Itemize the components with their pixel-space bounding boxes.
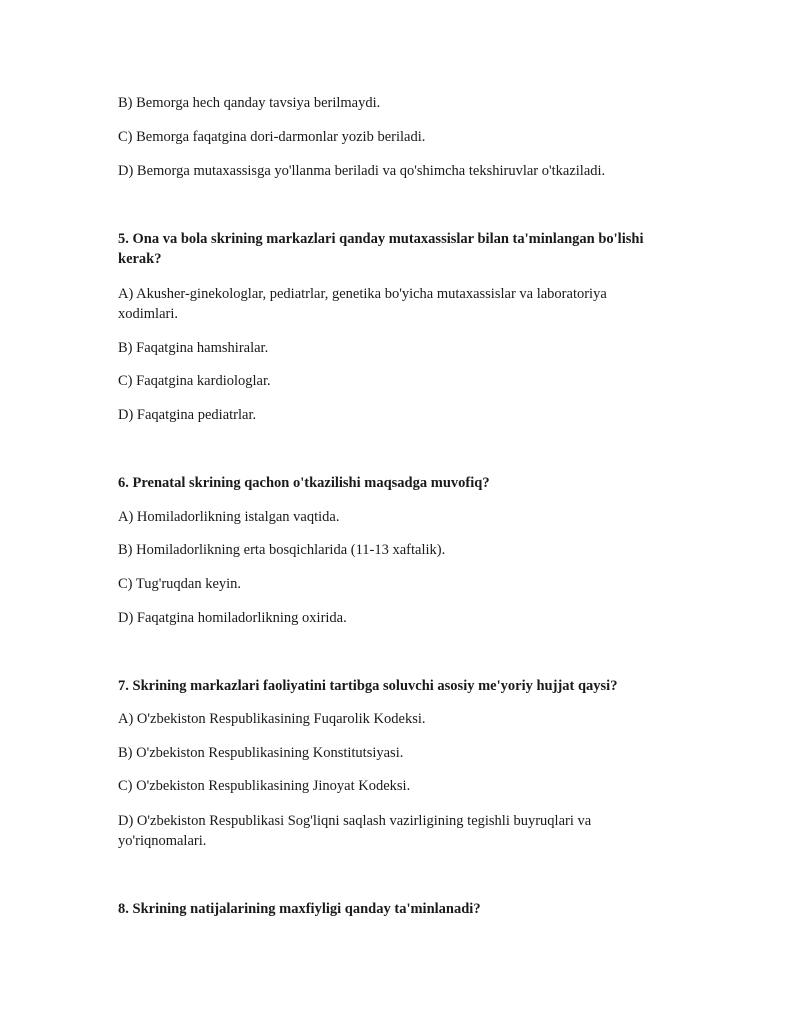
q4-option-d: D) Bemorga mutaxassisga yo'llanma beriladi va qo'shimcha tekshiruvlar o'tkaziladi.	[118, 163, 606, 179]
q7-option-a: A) O'zbekiston Respublikasining Fuqarolik Kodeksi.	[118, 711, 426, 727]
q4-option-b: B) Bemorga hech qanday tavsiya berilmaydi.	[118, 95, 381, 111]
q7-question: 7. Skrining markazlari faoliyatini tartibga soluvchi asosiy me'yoriy hujjat qaysi?	[118, 678, 618, 694]
q6-option-b: B) Homiladorlikning erta bosqichlarida (11-13 xaftalik).	[118, 542, 446, 558]
q6-option-a: A) Homiladorlikning istalgan vaqtida.	[118, 509, 340, 525]
q7-option-b: B) O'zbekiston Respublikasining Konstitutsiyasi.	[118, 745, 404, 761]
q5-question: 5. Ona va bola skrining markazlari qanday mutaxassislar bilan ta'minlangan bo'lishi kerak?	[118, 231, 644, 267]
q5-option-c: C) Faqatgina kardiologlar.	[118, 373, 271, 389]
q5-option-b: B) Faqatgina hamshiralar.	[118, 340, 269, 356]
q5-option-d: D) Faqatgina pediatrlar.	[118, 407, 257, 423]
q6-option-d: D) Faqatgina homiladorlikning oxirida.	[118, 610, 347, 626]
q7-option-d: D) O'zbekiston Respublikasi Sog'liqni saqlash vazirligining tegishli buyruqlari va yo'riqnomalari.	[118, 813, 592, 849]
q8-question: 8. Skrining natijalarining maxfiyligi qanday ta'minlanadi?	[118, 901, 481, 917]
q4-option-c: C) Bemorga faqatgina dori-darmonlar yozib beriladi.	[118, 129, 426, 145]
q7-option-c: C) O'zbekiston Respublikasining Jinoyat Kodeksi.	[118, 778, 411, 794]
q5-option-a: A) Akusher-ginekologlar, pediatrlar, genetika bo'yicha mutaxassislar va laboratoriya xodimlari.	[118, 286, 607, 322]
q6-option-c: C) Tug'ruqdan keyin.	[118, 576, 242, 592]
q6-question: 6. Prenatal skrining qachon o'tkazilishi maqsadga muvofiq?	[118, 475, 490, 491]
